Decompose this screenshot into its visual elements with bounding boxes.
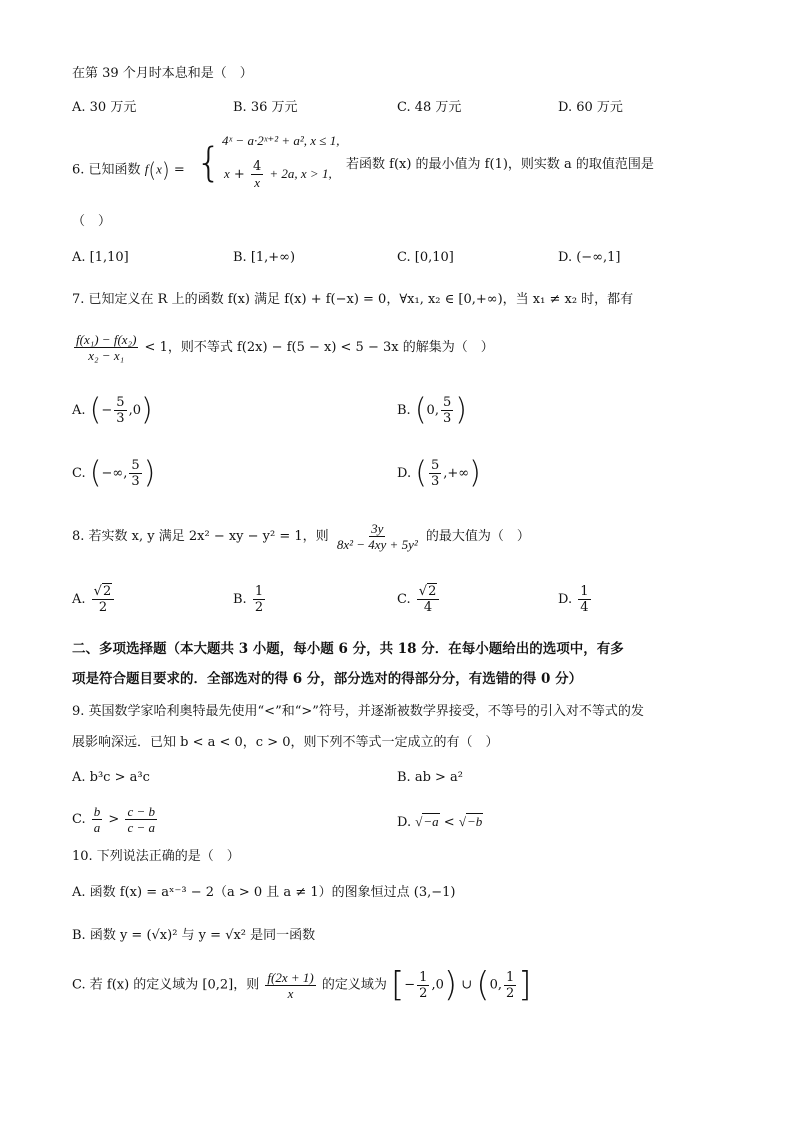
q8-fraction <box>335 521 420 552</box>
q8-option-d: D. $\frac{1}{4}$ <box>558 584 589 615</box>
q9-option-a: A. b³c > a³c <box>72 770 150 785</box>
q7-option-d: D. ( $\frac{5}{3}$ ,+∞) <box>397 455 481 491</box>
q7-fraction-den: x₂ − x₁ <box>88 348 125 363</box>
q8-option-c-label: C. <box>397 592 411 607</box>
q8-option-b: B. $\frac{1}{2}$ <box>233 584 264 615</box>
q8-fraction-num: 3y <box>371 521 384 536</box>
q6-option-c: C. [0,10] <box>397 250 454 265</box>
q6-piece2: x + $\frac{4}{x}$ + 2a, x > 1, <box>224 159 332 190</box>
q7-line1: 7. 已知定义在 R 上的函数 f(x) 满足 f(x) + f(−x) = 0，∀x₁, x₂ ∈ [0,+∞)，当 x₁ ≠ x₂ 时，都有 <box>72 292 634 307</box>
q6-brace: { <box>196 140 222 186</box>
q7-option-c-label: C. <box>72 466 86 481</box>
q9-line1: 9. 英国数学家哈利奥特最先使用“<”和“>”符号，并逐渐被数学界接受，不等号的引入对不等式的发 <box>72 704 644 719</box>
q8-tail: 的最大值为（ ） <box>425 529 530 544</box>
q9-option-d-label: D. <box>397 815 412 830</box>
q10-option-c-head: C. 若 f(x) 的定义域为 [0,2]，则 <box>72 977 260 993</box>
q7-line2 <box>72 332 494 363</box>
q7-option-a: A. (− $\frac{5}{3}$ ,0) <box>72 392 153 428</box>
q10-option-c-mid: 的定义域为 <box>321 977 387 993</box>
q6-number-text: 6. 已知函数 <box>72 162 141 178</box>
q8-option-c: C. $\frac{√2}{4}$ <box>397 584 441 615</box>
q10-head: 10. 下列说法正确的是（ ） <box>72 849 240 864</box>
q10-option-c: C. 若 f(x) 的定义域为 [0,2]，则 $\frac{f(2x + 1)}{x}$ 的定义域为 [− $\frac{1}{2}$ ,0) ∪ (0, $\frac{1}{2}$ ] <box>72 965 532 1005</box>
q5-option-b: B. 36 万元 <box>233 100 298 115</box>
section2-heading-line2: 项是符合题目要求的．全部选对的得 6 分，部分选对的得部分分，有选错的得 0 分） <box>72 671 583 687</box>
q10-option-a: A. 函数 f(x) = aˣ⁻³ − 2（a > 0 且 a ≠ 1）的图象恒过点 (3,−1) <box>72 885 456 900</box>
q8-stem <box>72 521 530 552</box>
q7-option-b: B. (0, $\frac{5}{3}$ ) <box>397 392 467 428</box>
q6-paren: （ ） <box>72 214 112 229</box>
q9-option-c: C. $\frac{b}{a}$ > $\frac{c - b}{c - a}$ <box>72 804 155 835</box>
q9-option-b: B. ab > a² <box>397 770 464 785</box>
q7-option-a-label: A. <box>72 403 86 418</box>
q5-option-a: A. 30 万元 <box>72 100 137 115</box>
q7-fraction-num: f(x₁) − f(x₂) <box>76 332 137 347</box>
q6-option-b: B. [1,+∞) <box>233 250 296 265</box>
q9-option-d: D. √−a < √−b <box>397 814 483 830</box>
q7-line2-tail: < 1，则不等式 f(2x) − f(5 − x) < 5 − 3x 的解集为（ ） <box>144 340 494 355</box>
q8-option-a: A. $\frac{√2}{2}$ <box>72 584 116 615</box>
q6-piece1: 4ˣ − a·2ˣ⁺² + a², x ≤ 1, <box>222 133 340 148</box>
q10-option-b: B. 函数 y = (√x)² 与 y = √x² 是同一函数 <box>72 928 316 943</box>
q6-number: 6. 已知函数 f(x) = <box>72 158 185 182</box>
q6-piece2-tail: + 2a, x > 1, <box>269 166 332 181</box>
q5-option-c: C. 48 万元 <box>397 100 462 115</box>
q6-option-a: A. [1,10] <box>72 250 129 265</box>
q7-option-d-label: D. <box>397 466 412 481</box>
q6-tail: 若函数 f(x) 的最小值为 f(1)，则实数 a 的取值范围是 <box>346 157 654 172</box>
q5-stem-tail: 在第 39 个月时本息和是（ ） <box>72 66 253 81</box>
q5-option-d: D. 60 万元 <box>558 100 623 115</box>
q9-line2: 展影响深远．已知 b < a < 0，c > 0，则下列不等式一定成立的有（ ） <box>72 735 499 750</box>
q8-option-d-label: D. <box>558 592 573 607</box>
q6-piece2-fraction: $\frac{4}{x}$ <box>252 159 262 190</box>
q7-option-b-label: B. <box>397 403 411 418</box>
q6-option-d: D. (−∞,1] <box>558 250 621 265</box>
section2-heading-line1: 二、多项选择题（本大题共 3 小题，每小题 6 分，共 18 分．在每小题给出的选项中，有多 <box>72 641 624 657</box>
q9-option-c-label: C. <box>72 812 86 827</box>
q8-option-b-label: B. <box>233 592 247 607</box>
q7-fraction <box>74 332 138 363</box>
q8-option-a-label: A. <box>72 592 86 607</box>
q8-head: 8. 若实数 x, y 满足 2x² − xy − y² = 1，则 <box>72 529 329 544</box>
q8-fraction-den: 8x² − 4xy + 5y² <box>336 537 418 552</box>
q7-option-c: C. (−∞, $\frac{5}{3}$ ) <box>72 455 156 491</box>
